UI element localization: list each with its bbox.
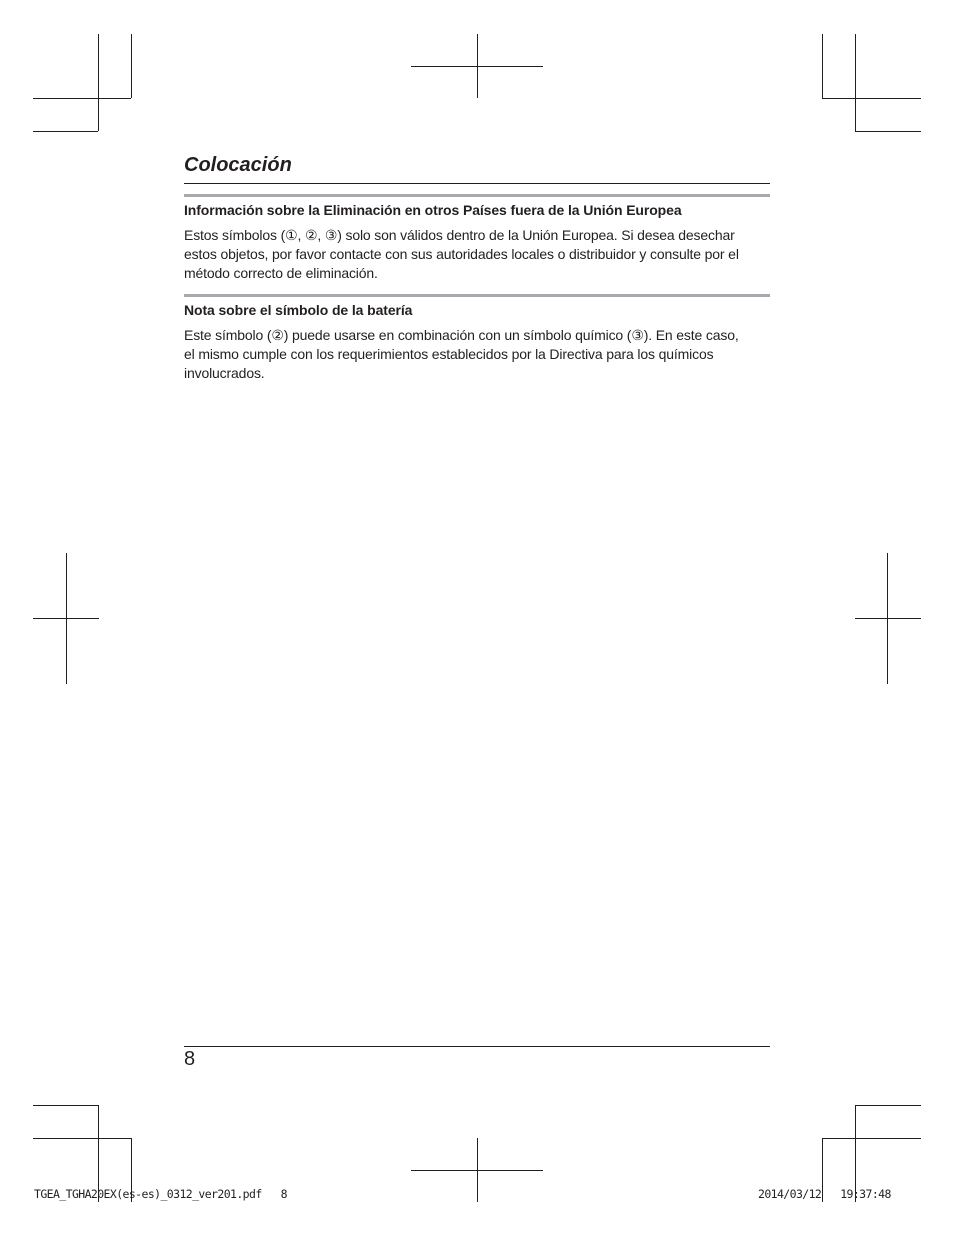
section-body-disposal	[184, 226, 774, 283]
crop-mark-line	[855, 131, 921, 132]
print-slug-timestamp: 2014/03/12 19:37:48	[758, 1187, 891, 1201]
page-number: 8	[184, 1048, 196, 1070]
crop-mark-line	[411, 66, 543, 67]
crop-mark-line	[822, 34, 823, 98]
crop-mark-line	[855, 34, 856, 131]
page-title: Colocación	[184, 154, 292, 176]
footer-divider	[184, 1046, 770, 1047]
body-line: involucrados.	[184, 365, 265, 381]
body-line: método correcto de eliminación.	[184, 265, 378, 281]
crop-mark-line	[822, 98, 921, 99]
crop-mark-line	[98, 34, 99, 131]
section-divider	[184, 194, 770, 197]
crop-mark-line	[822, 1138, 921, 1139]
crop-mark-line	[33, 98, 131, 99]
body-line: Estos símbolos (①, ②, ③) solo son válidos dentro de la Unión Europea. Si desea desechar	[184, 227, 735, 243]
section-heading-disposal: Información sobre la Eliminación en otros Países fuera de la Unión Europea	[184, 202, 682, 218]
crop-mark-line	[33, 618, 99, 619]
print-slug-filename: TGEA_TGHA20EX(es-es)_0312_ver201.pdf 8	[34, 1187, 287, 1201]
body-line: estos objetos, por favor contacte con sus autoridades locales o distribuidor y consulte por el	[184, 246, 739, 262]
crop-mark-line	[33, 1105, 99, 1106]
section-body-battery	[184, 326, 774, 383]
crop-mark-line	[131, 34, 132, 98]
title-divider	[184, 183, 770, 184]
body-line: Este símbolo (②) puede usarse en combinación con un símbolo químico (③). En este caso,	[184, 327, 739, 343]
body-line: el mismo cumple con los requerimientos establecidos por la Directiva para los químicos	[184, 346, 714, 362]
crop-mark-line	[855, 1105, 921, 1106]
crop-mark-line	[855, 618, 921, 619]
crop-mark-line	[33, 131, 98, 132]
section-divider	[184, 294, 770, 297]
crop-mark-line	[411, 1170, 543, 1171]
section-heading-battery: Nota sobre el símbolo de la batería	[184, 302, 413, 318]
crop-mark-line	[33, 1138, 131, 1139]
